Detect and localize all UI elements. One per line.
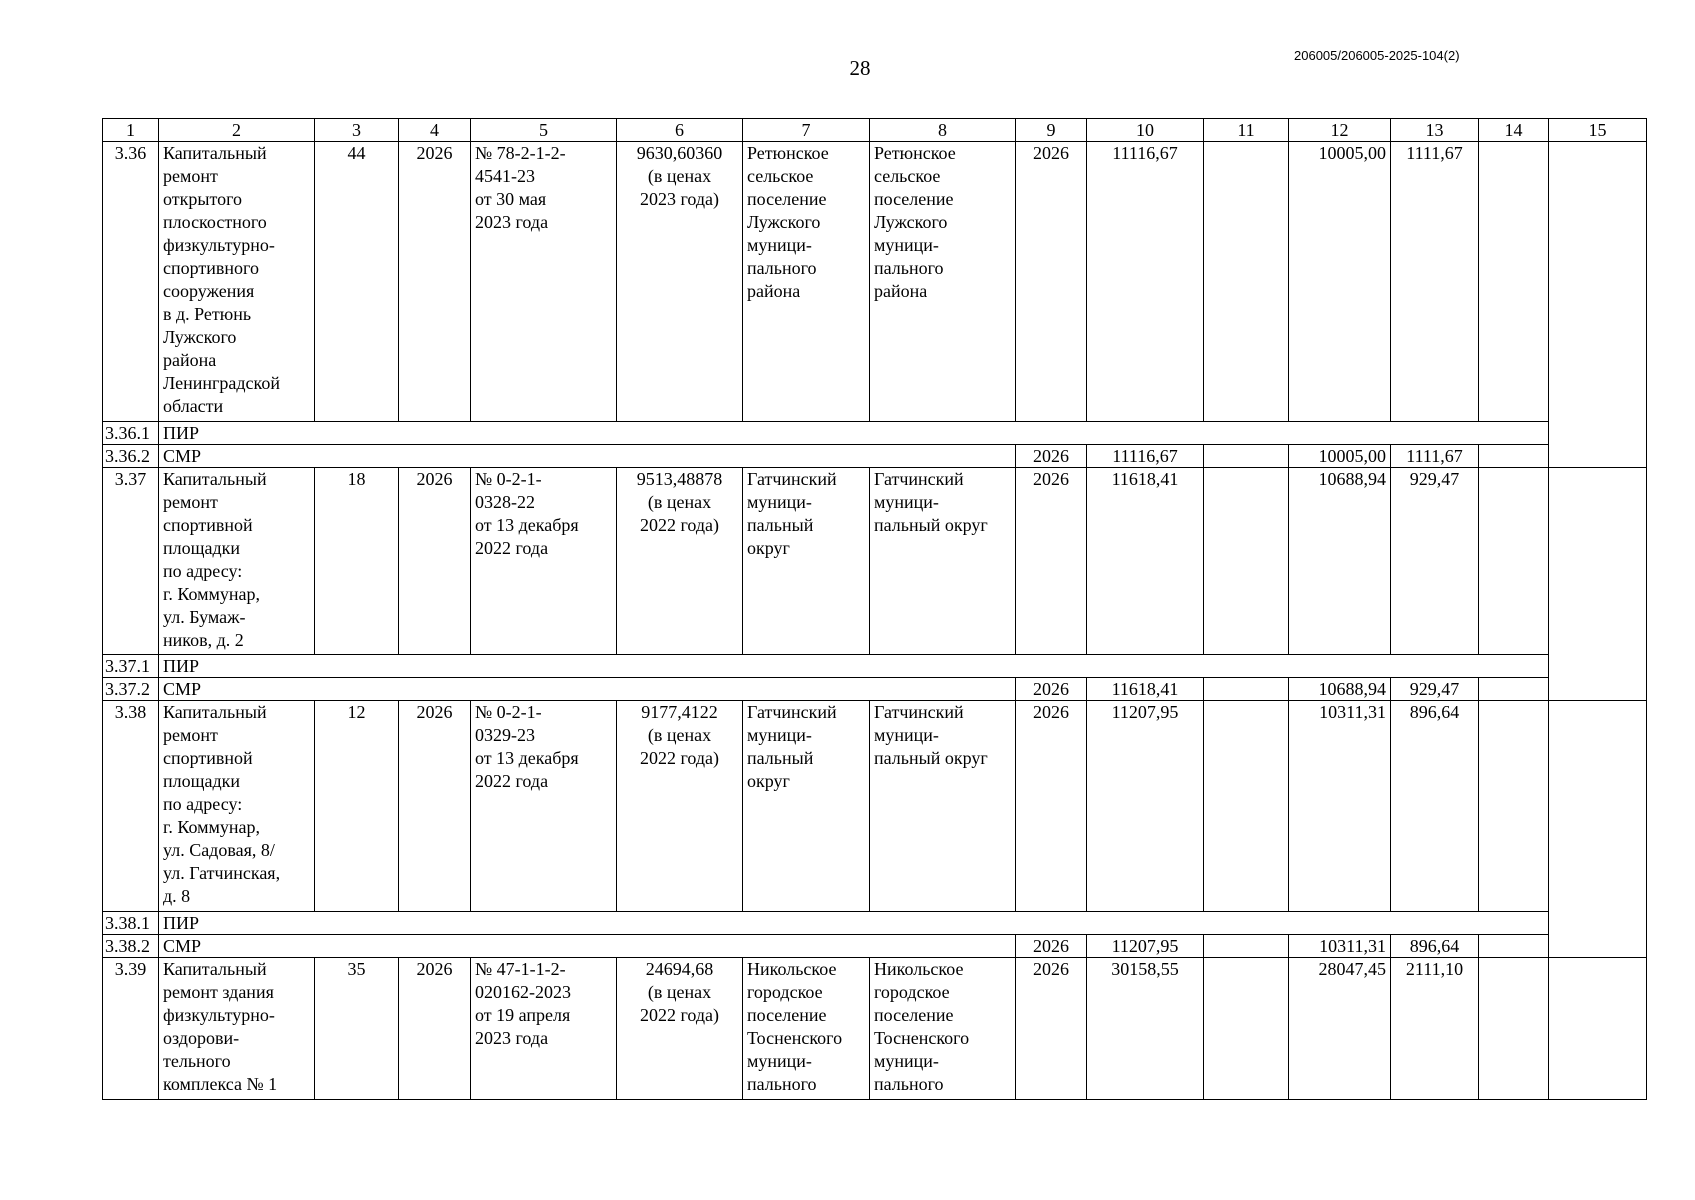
cell-col11 — [1204, 142, 1289, 422]
cell-col14 — [1479, 142, 1549, 422]
cell-col12: 10005,00 — [1289, 142, 1391, 422]
cell-col10: 11207,95 — [1087, 701, 1204, 912]
cell-col6: 9513,48878 (в ценах 2022 года) — [617, 468, 743, 655]
row-number: 3.37.1 — [103, 655, 159, 678]
row-number: 3.38.2 — [103, 935, 159, 958]
cell-col4: 2026 — [399, 701, 471, 912]
cell-col13: 1111,67 — [1391, 445, 1479, 468]
cell-col4: 2026 — [399, 468, 471, 655]
cell-col8: Ретюнское сельское поселение Лужского муници- пального района — [870, 142, 1016, 422]
cell-col13: 1111,67 — [1391, 142, 1479, 422]
program-table — [102, 118, 1647, 1100]
table-row — [103, 142, 1647, 422]
cell-col3: 12 — [315, 701, 399, 912]
header-cell: 15 — [1549, 119, 1647, 142]
cell-col11 — [1204, 678, 1289, 701]
cell-col15 — [1549, 958, 1647, 1100]
cell-col13: 929,47 — [1391, 468, 1479, 655]
cell-col6: 9630,60360 (в ценах 2023 года) — [617, 142, 743, 422]
cell-col9: 2026 — [1016, 958, 1087, 1100]
table-row — [103, 655, 1647, 678]
cell-col6: 24694,68 (в ценах 2022 года) — [617, 958, 743, 1100]
cell-col12: 10005,00 — [1289, 445, 1391, 468]
header-cell: 7 — [743, 119, 870, 142]
cell-col9: 2026 — [1016, 935, 1087, 958]
cell-col5: № 47-1-1-2- 020162-2023 от 19 апреля 2023 года — [471, 958, 617, 1100]
cell-col6: 9177,4122 (в ценах 2022 года) — [617, 701, 743, 912]
cell-col13: 896,64 — [1391, 701, 1479, 912]
header-cell: 4 — [399, 119, 471, 142]
cell-col9: 2026 — [1016, 142, 1087, 422]
cell-col11 — [1204, 935, 1289, 958]
table-header-row — [103, 119, 1647, 142]
subrow-label: ПИР — [159, 422, 1549, 445]
cell-col5: № 0-2-1- 0329-23 от 13 декабря 2022 года — [471, 701, 617, 912]
header-cell: 14 — [1479, 119, 1549, 142]
cell-col11 — [1204, 958, 1289, 1100]
header-cell: 10 — [1087, 119, 1204, 142]
header-cell: 8 — [870, 119, 1016, 142]
cell-col14 — [1479, 678, 1549, 701]
cell-col14 — [1479, 958, 1549, 1100]
cell-col8: Гатчинский муници- пальный округ — [870, 701, 1016, 912]
subrow-label: СМР — [159, 678, 1016, 701]
header-cell: 2 — [159, 119, 315, 142]
cell-col11 — [1204, 445, 1289, 468]
header-cell: 12 — [1289, 119, 1391, 142]
cell-col10: 11207,95 — [1087, 935, 1204, 958]
table-row — [103, 701, 1647, 912]
header-cell: 5 — [471, 119, 617, 142]
object-name: Капитальный ремонт здания физкультурно- оздорови- тельного комплекса № 1 — [159, 958, 315, 1100]
cell-col10: 11618,41 — [1087, 678, 1204, 701]
cell-col4: 2026 — [399, 142, 471, 422]
cell-col9: 2026 — [1016, 445, 1087, 468]
page-number: 28 — [849, 56, 871, 80]
document-code: 206005/206005-2025-104(2) — [1294, 48, 1460, 63]
cell-col10: 30158,55 — [1087, 958, 1204, 1100]
cell-col15 — [1549, 701, 1647, 958]
header-cell: 13 — [1391, 119, 1479, 142]
cell-col14 — [1479, 935, 1549, 958]
cell-col7: Гатчинский муници- пальный округ — [743, 701, 870, 912]
row-number: 3.36.2 — [103, 445, 159, 468]
cell-col8: Гатчинский муници- пальный округ — [870, 468, 1016, 655]
cell-col10: 11116,67 — [1087, 142, 1204, 422]
cell-col10: 11618,41 — [1087, 468, 1204, 655]
row-number: 3.37.2 — [103, 678, 159, 701]
subrow-label: ПИР — [159, 655, 1549, 678]
cell-col13: 896,64 — [1391, 935, 1479, 958]
cell-col10: 11116,67 — [1087, 445, 1204, 468]
cell-col14 — [1479, 445, 1549, 468]
subrow-label: СМР — [159, 935, 1016, 958]
cell-col4: 2026 — [399, 958, 471, 1100]
row-number: 3.36.1 — [103, 422, 159, 445]
row-number: 3.38.1 — [103, 912, 159, 935]
cell-col5: № 78-2-1-2- 4541-23 от 30 мая 2023 года — [471, 142, 617, 422]
table-row — [103, 468, 1647, 655]
cell-col11 — [1204, 701, 1289, 912]
row-number: 3.38 — [103, 701, 159, 912]
cell-col7: Гатчинский муници- пальный округ — [743, 468, 870, 655]
cell-col9: 2026 — [1016, 678, 1087, 701]
subrow-label: СМР — [159, 445, 1016, 468]
row-number: 3.37 — [103, 468, 159, 655]
cell-col3: 18 — [315, 468, 399, 655]
table-row — [103, 678, 1647, 701]
object-name: Капитальный ремонт спортивной площадки по адресу: г. Коммунар, ул. Бумаж- ников, д. 2 — [159, 468, 315, 655]
header-cell: 6 — [617, 119, 743, 142]
cell-col9: 2026 — [1016, 701, 1087, 912]
cell-col12: 10311,31 — [1289, 935, 1391, 958]
table-row — [103, 958, 1647, 1100]
header-cell: 11 — [1204, 119, 1289, 142]
cell-col11 — [1204, 468, 1289, 655]
object-name: Капитальный ремонт спортивной площадки по адресу: г. Коммунар, ул. Садовая, 8/ ул. Гатчинская, д. 8 — [159, 701, 315, 912]
table-row — [103, 912, 1647, 935]
cell-col14 — [1479, 701, 1549, 912]
header-cell: 3 — [315, 119, 399, 142]
cell-col12: 10688,94 — [1289, 678, 1391, 701]
cell-col15 — [1549, 142, 1647, 468]
subrow-label: ПИР — [159, 912, 1549, 935]
cell-col5: № 0-2-1- 0328-22 от 13 декабря 2022 года — [471, 468, 617, 655]
cell-col12: 10311,31 — [1289, 701, 1391, 912]
header-cell: 1 — [103, 119, 159, 142]
cell-col7: Ретюнское сельское поселение Лужского муници- пального района — [743, 142, 870, 422]
table-row — [103, 935, 1647, 958]
cell-col13: 929,47 — [1391, 678, 1479, 701]
cell-col14 — [1479, 468, 1549, 655]
cell-col8: Никольское городское поселение Тосненского муници- пального — [870, 958, 1016, 1100]
cell-col12: 10688,94 — [1289, 468, 1391, 655]
cell-col7: Никольское городское поселение Тосненского муници- пального — [743, 958, 870, 1100]
cell-col15 — [1549, 468, 1647, 701]
header-cell: 9 — [1016, 119, 1087, 142]
row-number: 3.39 — [103, 958, 159, 1100]
cell-col3: 35 — [315, 958, 399, 1100]
table-row — [103, 422, 1647, 445]
row-number: 3.36 — [103, 142, 159, 422]
table-row — [103, 445, 1647, 468]
cell-col9: 2026 — [1016, 468, 1087, 655]
cell-col12: 28047,45 — [1289, 958, 1391, 1100]
cell-col3: 44 — [315, 142, 399, 422]
object-name: Капитальный ремонт открытого плоскостного физкультурно- спортивного сооружения в д. Ретюнь Лужского района Ленинградской области — [159, 142, 315, 422]
cell-col13: 2111,10 — [1391, 958, 1479, 1100]
